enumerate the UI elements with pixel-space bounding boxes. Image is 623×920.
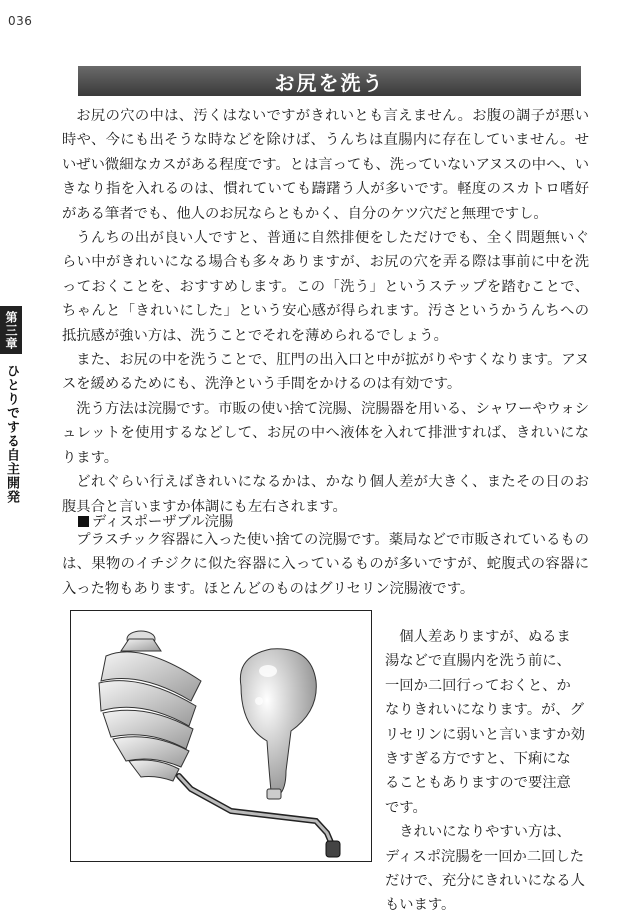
enema-illustration-svg bbox=[71, 611, 371, 861]
paragraph: お尻の穴の中は、汚くはないですがきれいとも言えません。お腹の調子が悪い時や、今にも出そうな時などを除けば、うんちは直腸内に存在していません。せいぜい微細なカスがある程度です。とは言っても、洗っていないアヌスの中へ、いきなり指を入れるのは、慣れていても躊躇う人が多いです。軽度のスカトロ嗜好がある筆者でも、他人のお尻ならともかく、自分のケツ穴だと無理ですし。 bbox=[62, 108, 589, 222]
paragraph: 個人差ありますが、ぬるま湯などで直腸内を洗う前に、一回か二回行っておくと、かなりきれいになります。が、グリセリンに弱いと言いますか効きすぎる方ですと、下痢になることもありますので要注意です。 bbox=[385, 629, 586, 816]
chapter-label: 第三章 bbox=[0, 306, 22, 354]
side-column bbox=[385, 625, 585, 918]
square-bullet-icon bbox=[78, 516, 89, 527]
paragraph: うんちの出が良い人ですと、普通に自然排便をしただけでも、全く問題無いぐらい中がきれいになる場合も多々ありますが、お尻の穴を弄る際は事前に中を洗っておくことを、おすすめします。この「洗う」というステップを踏むことで、ちゃんと「きれいにした」という安心感が得られます。汚さというかうんちへの抵抗感が強い方は、洗うことでそれを薄められるでしょう。 bbox=[62, 230, 589, 344]
paragraph: どれぐらい行えばきれいになるかは、かなり個人差が大きく、またその日のお腹具合と言いますか体調にも左右されます。 bbox=[62, 474, 589, 515]
page-number: 036 bbox=[8, 14, 33, 28]
section-heading-text: ディスポーザブル浣腸 bbox=[92, 514, 234, 530]
paragraph: プラスチック容器に入った使い捨ての浣腸です。薬局などで市販されているものは、果物のイチジクに似た容器に入っているものが多いですが、蛇腹式の容器に入った物もあります。ほとんどのものはグリセリン浣腸液です。 bbox=[62, 532, 589, 597]
page-title: お尻を洗う bbox=[274, 70, 385, 95]
section-body bbox=[62, 528, 589, 601]
fig-enema-icon bbox=[240, 649, 316, 799]
chapter-side-tab bbox=[0, 306, 22, 504]
chapter-topic: ひとりでする自主開発 bbox=[4, 364, 19, 504]
title-bar bbox=[78, 66, 581, 96]
enema-illustration bbox=[70, 610, 372, 862]
paragraph: また、お尻の中を洗うことで、肛門の出入口と中が拡がりやすくなります。アヌスを緩めるためにも、洗浄という手間をかけるのは有効です。 bbox=[62, 352, 589, 393]
body-text bbox=[62, 104, 589, 519]
paragraph: 洗う方法は浣腸です。市販の使い捨て浣腸、浣腸器を用いる、シャワーやウォシュレットを使用するなどして、お尻の中へ液体を入れて排泄すれば、きれいになります。 bbox=[62, 400, 589, 466]
paragraph: きれいになりやすい方は、ディスポ浣腸を一回か二回しただけで、充分にきれいになる人もいます。 bbox=[385, 824, 585, 914]
